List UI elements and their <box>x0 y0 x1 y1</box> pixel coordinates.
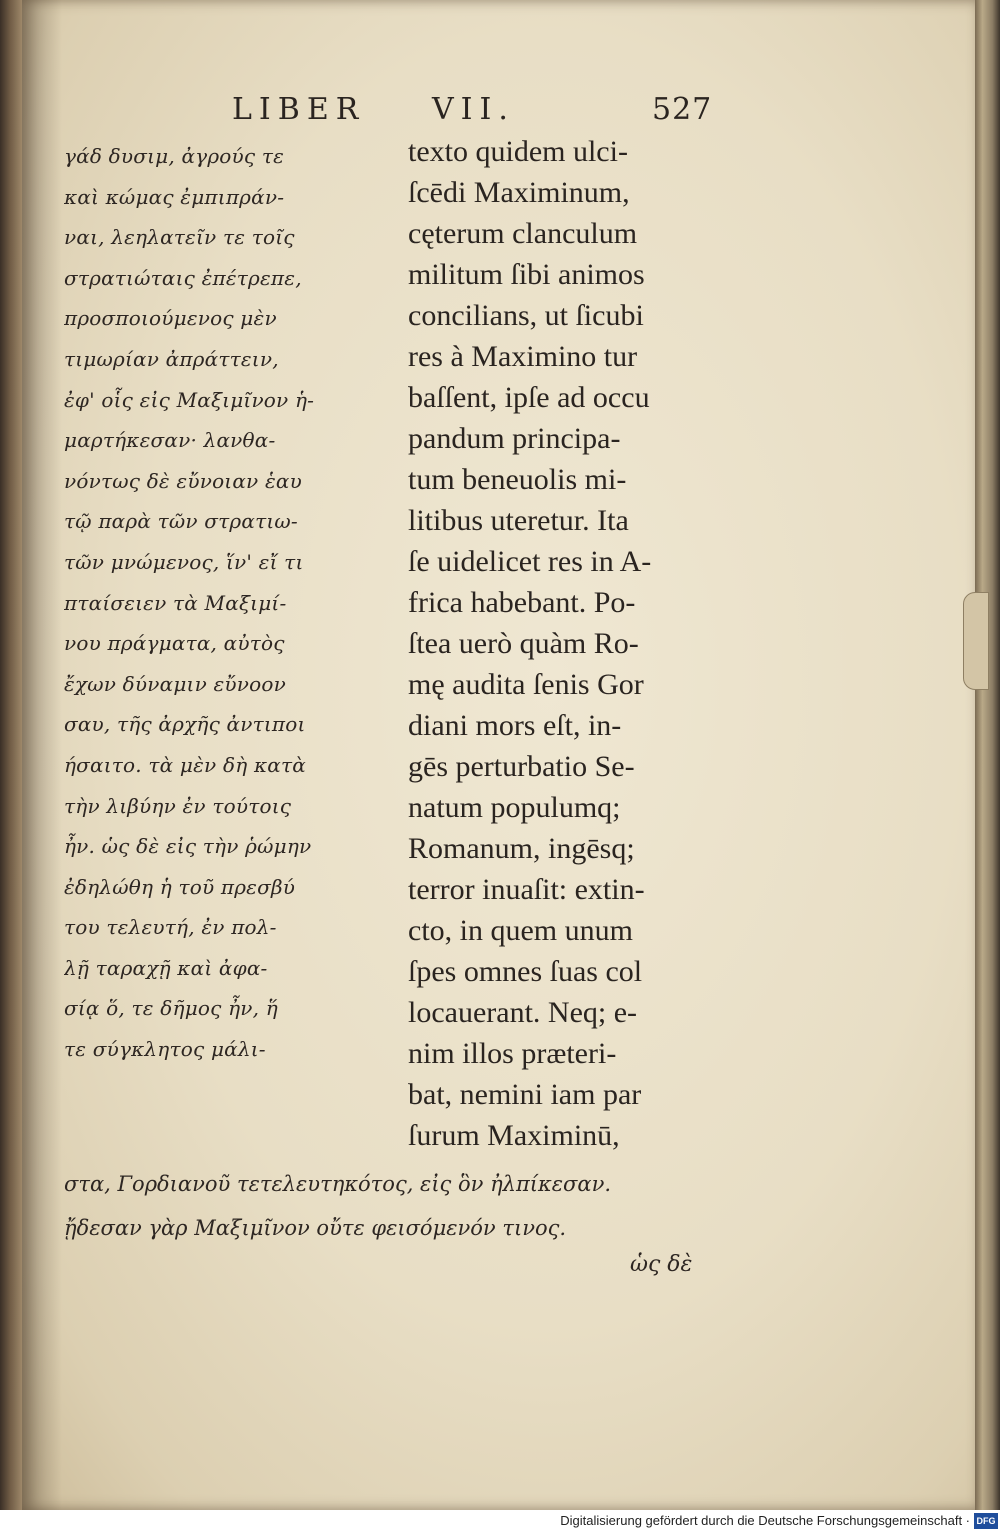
latin-text-line: Romanum, ingēsq; <box>408 832 635 865</box>
latin-text-line: nim illos præteri- <box>408 1037 617 1070</box>
greek-text-line: ἦν. ὡς δὲ εἰς τὴν ῥώμην <box>64 834 312 859</box>
latin-text-line: gēs perturbatio Se- <box>408 750 635 783</box>
greek-text-line: στρατιώταις ἐπέτρεπε, <box>64 265 302 290</box>
greek-text-line: τὴν λιβύην ἐν τούτοις <box>64 793 292 818</box>
spine-shadow <box>22 0 62 1510</box>
page-tab-marker <box>963 592 989 690</box>
latin-text-line: ſe uidelicet res in A- <box>408 545 652 578</box>
latin-text-line: terror inuaſit: extin- <box>408 873 645 906</box>
latin-text-line: natum populumq; <box>408 791 621 824</box>
dfg-logo: DFG <box>974 1513 998 1529</box>
running-head <box>232 92 732 132</box>
greek-text-line: πταίσειεν τὰ Μαξιμί- <box>64 590 287 615</box>
greek-text-line: τιμωρίαν ἀπράττειν, <box>64 346 279 371</box>
greek-text-line: νόντως δὲ εὔνοιαν ἑαυ <box>64 468 302 493</box>
latin-text-column <box>408 131 738 1156</box>
latin-text-line: concilians, ut ſicubi <box>408 299 644 332</box>
greek-text-line: μαρτήκεσαν· λανθα- <box>64 428 276 453</box>
greek-footer-line: στα, Γορδιανοῦ τετελευτηκότος, εἰς ὃν ἠλπίκεσαν. <box>64 1172 612 1196</box>
latin-text-line: frica habebant. Po- <box>408 586 636 619</box>
greek-text-line: ἐδηλώθη ἡ τοῦ πρεσβύ <box>64 874 296 899</box>
latin-text-line: ſurum Maximinū, <box>408 1119 620 1152</box>
latin-text-line: cęterum clanculum <box>408 217 638 250</box>
credit-bar <box>0 1510 1000 1533</box>
latin-text-line: res à Maximino tur <box>408 340 638 373</box>
running-head-book-number: VII. <box>432 92 515 127</box>
greek-text-line: τῷ παρὰ τῶν στρατιω- <box>64 509 298 534</box>
latin-text-line: texto quidem ulci- <box>408 135 628 168</box>
greek-text-line: τε σύγκλητος μάλι- <box>64 1037 266 1062</box>
greek-footer-line: ᾔδεσαν γὰρ Μαξιμῖνον οὔτε φεισόμενόν τινος. <box>64 1216 567 1240</box>
greek-text-line: προσποιούμενος μὲν <box>64 306 277 331</box>
greek-text-column <box>64 136 394 1070</box>
greek-footer-lines <box>64 1162 744 1250</box>
latin-text-line: ſtea uerò quàm Ro- <box>408 627 639 660</box>
greek-text-line: σίᾳ ὅ, τε δῆμος ἦν, ἥ <box>64 996 278 1021</box>
latin-text-line: bat, nemini iam par <box>408 1078 642 1111</box>
greek-text-line: γάδ δυσιμ, ἀγρούς τε <box>64 144 285 168</box>
greek-text-line: νου πράγματα, αὐτὸς <box>64 631 285 656</box>
latin-text-line: militum ſibi animos <box>408 258 645 291</box>
book-right-edge <box>975 0 1000 1510</box>
greek-text-line: σαυ, τῆς ἀρχῆς ἀντιποι <box>64 712 306 737</box>
greek-text-line: ναι, λεηλατεῖν τε τοῖς <box>64 225 295 250</box>
catchword: ὡς δὲ <box>630 1252 693 1277</box>
latin-text-line: mę audita ſenis Gor <box>408 668 644 701</box>
greek-text-line: του τελευτή, ἐν πολ- <box>64 915 277 940</box>
latin-text-line: tum beneuolis mi- <box>408 463 627 496</box>
book-left-edge <box>0 0 24 1510</box>
latin-text-line: litibus uteretur. Ita <box>408 504 629 537</box>
latin-text-line: pandum principa- <box>408 422 621 455</box>
greek-text-line: καὶ κώμας ἐμπιπράν- <box>64 184 285 209</box>
credit-text: Digitalisierung gefördert durch die Deutsche Forschungsgemeinschaft · <box>560 1513 970 1528</box>
latin-text-line: ſpes omnes ſuas col <box>408 955 643 988</box>
latin-text-line: baſſent, ipſe ad occu <box>408 381 650 414</box>
running-head-liber: LIBER <box>232 92 366 127</box>
latin-text-line: cto, in quem unum <box>408 914 633 947</box>
greek-text-line: ήσαιτο. τὰ μὲν δὴ κατὰ <box>64 752 306 777</box>
latin-text-line: ſcēdi Maximinum, <box>408 176 630 209</box>
latin-text-line: locauerant. Neq; e- <box>408 996 638 1029</box>
greek-text-line: ἐφ' οἷς εἰς Μαξιμῖνον ἡ- <box>64 387 315 412</box>
greek-text-line: λῇ ταραχῇ καὶ ἀφα- <box>64 955 268 980</box>
page-number: 527 <box>652 92 713 127</box>
greek-text-line: τῶν μνώμενος, ἵν' εἴ τι <box>64 549 304 574</box>
latin-text-line: diani mors eſt, in- <box>408 709 622 742</box>
greek-text-line: ἔχων δύναμιν εὔνοον <box>64 671 286 696</box>
